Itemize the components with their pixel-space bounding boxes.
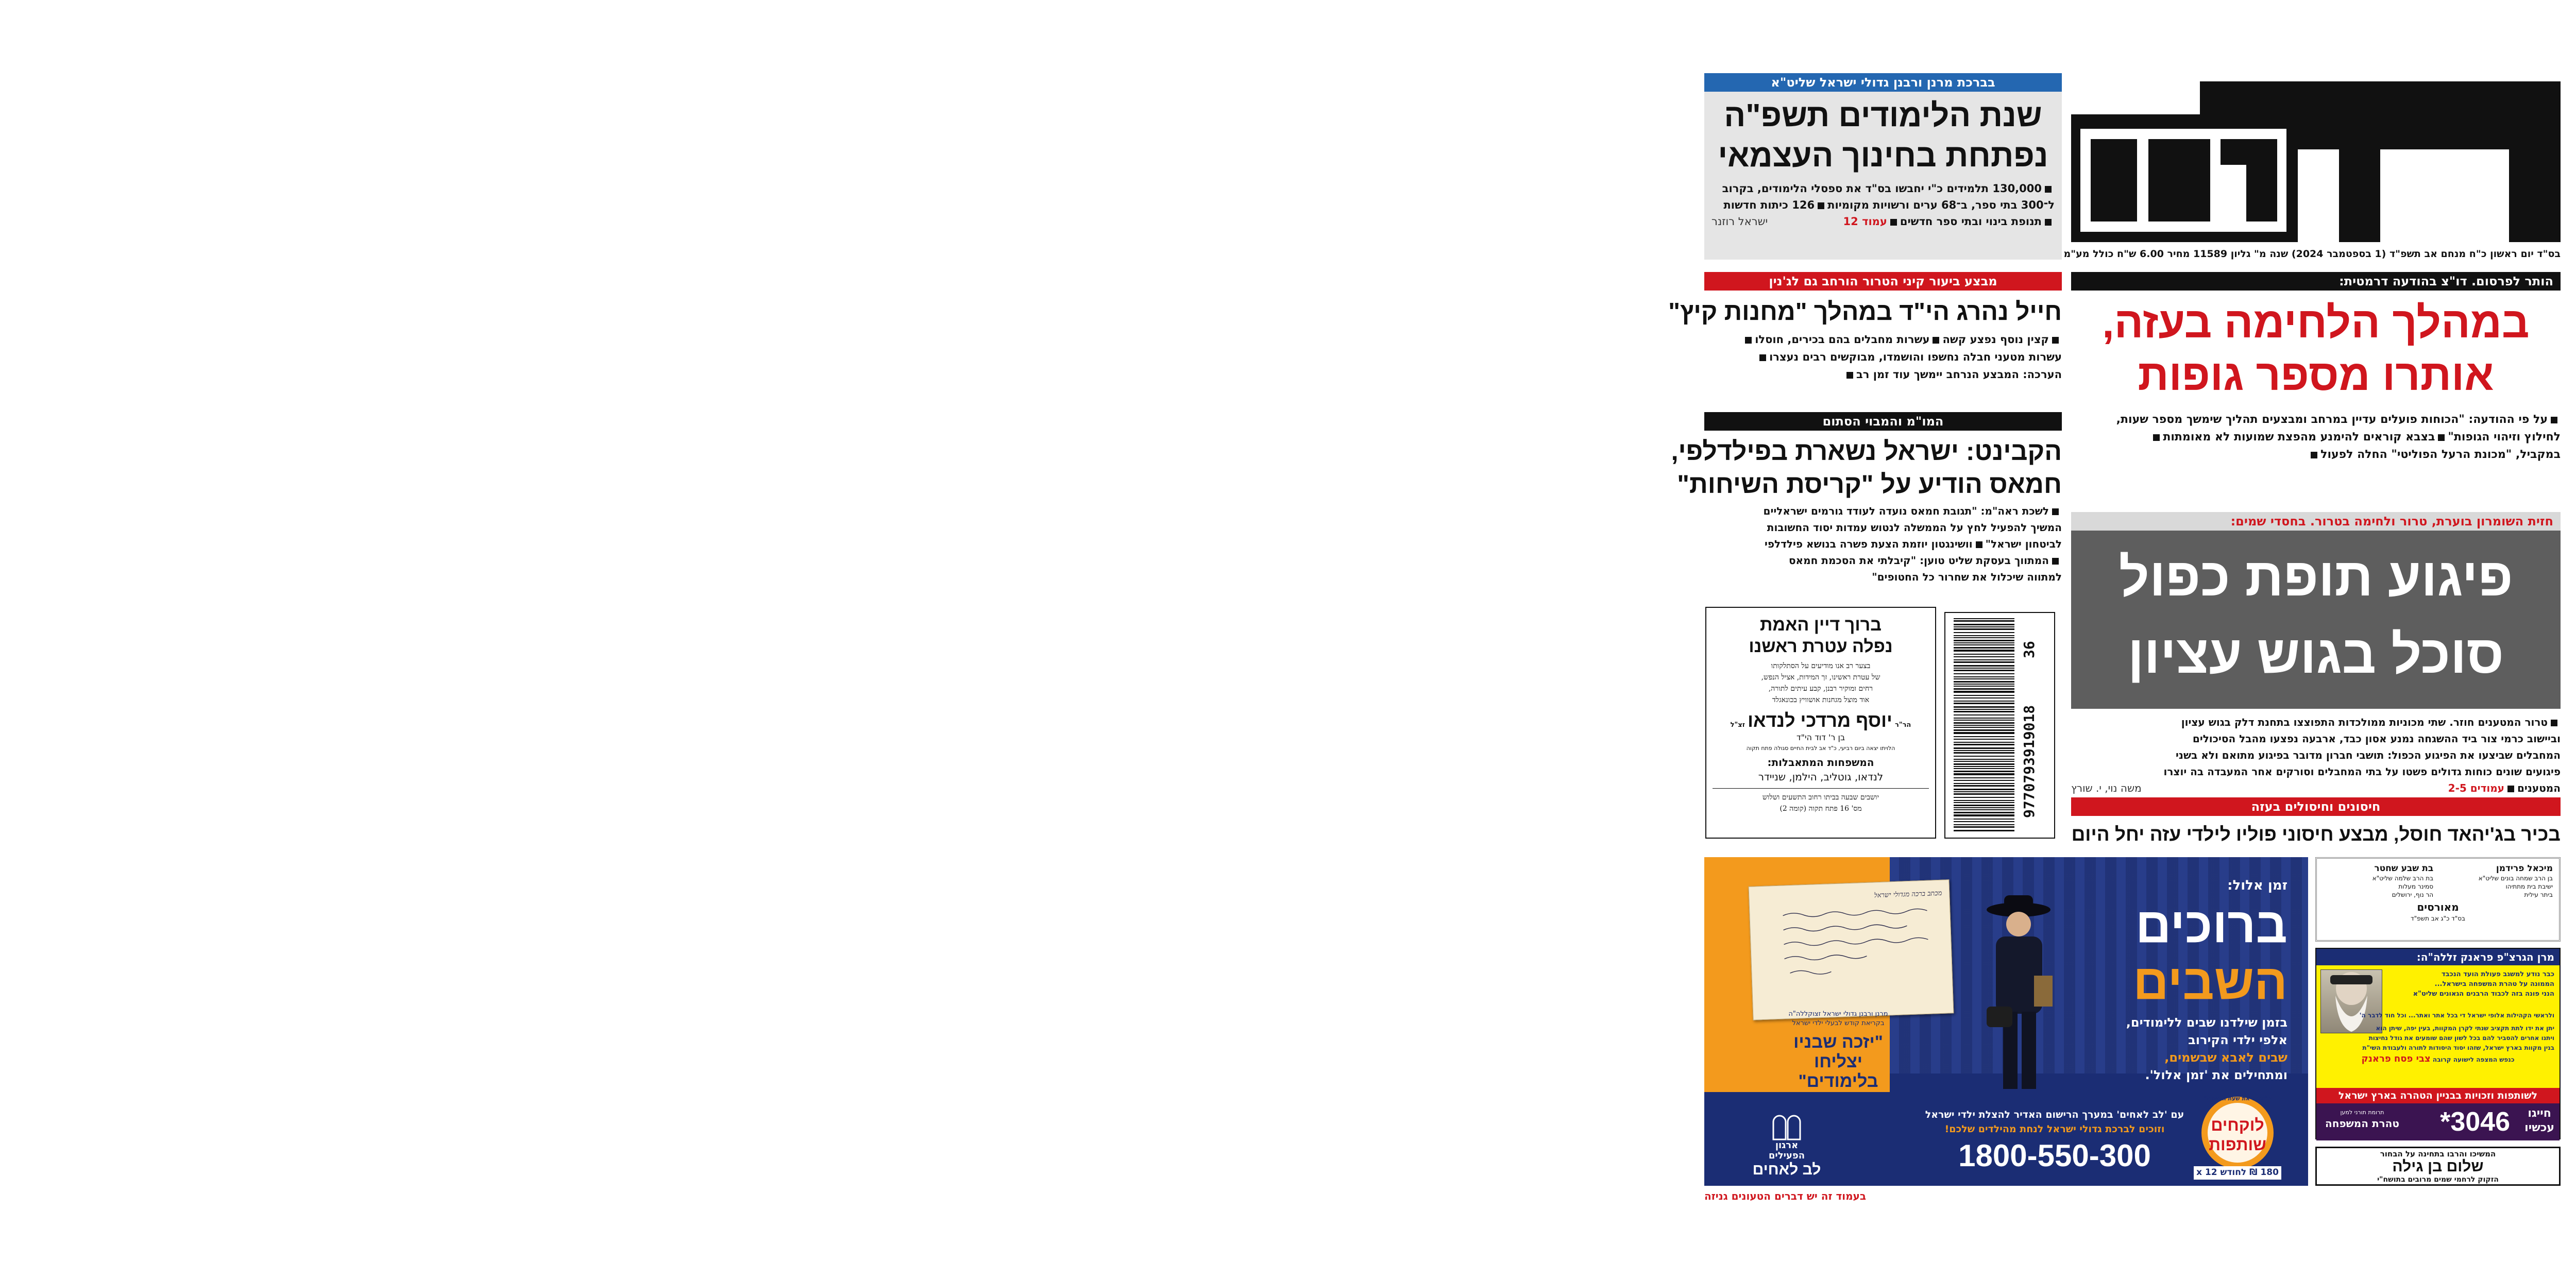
ad-cta: עם 'לב לאחים' במערך הרישום האדיר להצלת ילדי ישראל [1925, 1109, 2184, 1120]
barcode-bar [1954, 656, 2014, 657]
barcode-bar [1954, 632, 2014, 633]
barcode-number: 9770793919018 [2021, 705, 2038, 818]
story-headline: אותרו מספר גופות [2138, 351, 2494, 399]
ad-text: הממונה על טהרת המשפחה בישראל... [2434, 980, 2554, 988]
story-line: המתווך בעסקת שליט טוען: "קיבלתי את הסכמת חמאס [1704, 552, 2062, 569]
barcode-bar [1954, 752, 2014, 754]
barcode-bar [1954, 727, 2014, 728]
story-headline: פיגוע תופת כפול [2119, 548, 2513, 607]
barcode-bar [1954, 780, 2014, 781]
barcode [1944, 612, 2055, 839]
logo-graphic [2071, 72, 2561, 242]
barcode-bar [1954, 661, 2014, 663]
bride-detail: בת הרב שלמה שליט"א [2372, 875, 2434, 882]
story-line: קצין נוסף נפצע קשהעשרות מחבלים בהם בכירים, חוסלו [1704, 331, 2062, 348]
condolence-line: רחים ומוקיר רבנן, קבע עיתים לתורה, [1768, 685, 1873, 693]
barcode-bar [1954, 736, 2014, 737]
story-line: לחילוץ וזיהוי הגופות"בצבא קוראים להימנע מהפצת שמועות לא מאומתות [2071, 429, 2561, 446]
prayer-line: הזקוק לרחמי שמים מרובים בתושח"י [2377, 1175, 2499, 1184]
barcode-bar [1954, 701, 2014, 702]
story-line: למתווה שיכלול את שחרור כל החטופים" [1872, 571, 2062, 583]
org-name: לב לאחים [1752, 1161, 1821, 1178]
letter-text: מכתב ברכה מגדולי ישראל [1874, 889, 1942, 900]
call-label: עכשיו [2524, 1121, 2554, 1134]
barcode-bar [1954, 688, 2014, 690]
story-line: ל־300 בתי ספר, ב־68 ערים ורשויות מקומיות126 כיתות חדשות [1723, 199, 2055, 211]
condolence-line: של עטרת ראשינו, זך המידות, אציל הנפש, [1761, 673, 1880, 681]
story-headline: נפתחת בחינוך העצמאי [1718, 138, 2048, 174]
page-ref: עמודים 2-5 [2448, 782, 2504, 794]
story-headline: במהלך הלחימה בעזה, [2102, 298, 2530, 347]
barcode-bar [1954, 725, 2014, 726]
story-headline: חייל נהרג הי"ד במהלך "מחנות קיץ" [1668, 298, 2062, 326]
story-kicker: חזית השומרון בוערת, טרור ולחימה בטרור. בחסדי שמים: [2071, 512, 2561, 531]
story-line: לביטחון ישראל"וושינגטון יוזמת הצעת פשרה בנושא פילדלפי [1765, 538, 2062, 550]
barcode-bar [1954, 703, 2014, 704]
barcode-bar [1954, 659, 2014, 660]
barcode-bar [1954, 830, 2014, 831]
shiva-line: יושבים שבעה בביתו רחוב התשעים ושלוש [1762, 793, 1879, 802]
story-line: במקביל, "מכונת הרעל הפוליטי" החלה לפעול [2071, 446, 2561, 464]
prayer-notice [2315, 1147, 2561, 1186]
barcode-bar [1954, 691, 2014, 693]
call-label: חייגו [2528, 1107, 2551, 1120]
story-line: תנופת בינוי ובתי ספר חדשיםעמוד 12 ישראל רוזנר [1711, 213, 2055, 230]
barcode-bar [1954, 642, 2014, 643]
org-name: ארגון [1775, 1140, 1799, 1151]
story-headline: בכיר בג'יהאד חוסל, מבצע חיסוני פוליו לילדי עזה יחל היום [2071, 824, 2561, 845]
condolence-funeral: הלויתו יצאה ביום רביעי, כ"ד אב לבית החיים סגולה פתח תקוה [1746, 745, 1895, 752]
story-headline: סוכל בגוש עציון [2128, 625, 2504, 685]
ad-body: אלפי ילדי הקירוב [2188, 1033, 2287, 1047]
story-kicker: הותר לפרסום. דו"צ בהודעה דרמטית: [2071, 272, 2561, 291]
page-ref: עמוד 12 [1843, 215, 1887, 228]
barcode-bar [1954, 678, 2014, 679]
barcode-bar [1954, 729, 2014, 731]
barcode-bar [1954, 640, 2014, 641]
barcode-bar [1954, 800, 2014, 801]
barcode-bar [1954, 681, 2014, 683]
barcode-bar [1954, 742, 2014, 743]
story-kicker: חיסונים וחיסולים בעזה [2071, 797, 2561, 816]
barcode-bar [1954, 761, 2014, 762]
story-line: עשרות מטעני חבלה נחשפו והושמדו, מבוקשים רבים נעצרו [1704, 348, 2062, 366]
main-story [2071, 272, 2561, 499]
barcode-bar [1954, 750, 2014, 751]
boy-figure-image [1962, 893, 2070, 1099]
shiva-line: מס' 16 פתח תקוה (קומה 2) [1780, 805, 1862, 813]
barcode-bar [1954, 720, 2014, 721]
groom-detail: בן הרב שמחה בונים שליט"א [2478, 875, 2553, 882]
story-line: הערכה: המבצע הנרחב יימשך עוד זמן רב [1704, 366, 2062, 383]
story-kicker: מבצע ביעור קיני הטרור הורחב גם לג'נין [1704, 272, 2062, 291]
engagement-date: בס"ד כ"ג אב תשפ"ד [2411, 915, 2465, 922]
handwriting-scribble [1777, 900, 1945, 988]
story-line: לשכת ראה"מ: "תגובת חמאס נועדה לעודד גורמים ישראליים [1704, 503, 2062, 519]
ad-text: ויתנו אחרים להסביר להם בכל לשון שהם שומעים את גודל נחיצות [2368, 1034, 2554, 1042]
ad-caption: בקריאת קודש לבעלי ילדי ישראל [1792, 1019, 1885, 1027]
condolence-title: ברוך דיין האמת [1760, 615, 1882, 635]
barcode-graphic [1944, 612, 2055, 839]
deceased-name: יוסף מרדכי לנדאו [1748, 710, 1892, 731]
barcode-bar [1954, 759, 2014, 760]
ad-headline: ברוכים [2135, 898, 2287, 953]
org-small: תרומת תורני למען [2340, 1109, 2384, 1116]
barcode-bar [1954, 635, 2014, 636]
story-line: המשיך להפעיל לחץ על הממשלה לנטוש עמדות יסוד החשובות [1767, 521, 2062, 534]
ad-phone[interactable]: 1800-550-300 [1958, 1138, 2151, 1173]
barcode-bar [1954, 777, 2014, 778]
headline-box [2071, 531, 2561, 709]
barcode-bar [1954, 673, 2014, 674]
badge-text: שותפות [2209, 1135, 2266, 1154]
ad-season: זמן אלול: [2227, 878, 2287, 893]
barcode-bar [1954, 766, 2014, 767]
barcode-bar [1954, 706, 2014, 708]
barcode-bar [1954, 771, 2014, 772]
bride-detail: הר נוף, ירושלים [2392, 891, 2434, 898]
ad-headline: השבים [2133, 955, 2287, 1010]
barcode-bar [1954, 809, 2014, 810]
barcode-bar [1954, 637, 2014, 638]
ad-text: כבר נודע למשגב פעולת הועד הנכבד [2441, 970, 2554, 978]
families-title: המשפחות המתאבלות: [1767, 756, 1874, 769]
ad-text: הנני פונה בזה לכבוד הרבנים הגאונים שליט"א [2413, 990, 2554, 998]
footer-genizah-note: בעמוד זה יש דברים הטעונים גניזה [1704, 1190, 1867, 1202]
barcode-bar [1954, 628, 2014, 630]
prayer-line: המשיכו והרבו בתחינה על הבחור [2380, 1149, 2496, 1158]
rabbinic-letter [1749, 879, 1954, 1020]
story-line: המטעניםעמודים 2-5 משה נוי, י. שורץ [2071, 780, 2561, 796]
barcode-bar [1954, 812, 2014, 813]
barcode-bar [1954, 624, 2014, 625]
barcode-bar [1954, 695, 2014, 696]
story-headline: הקבינט: ישראל נשארת בפילדלפי, [1671, 437, 2062, 466]
barcode-bar [1954, 814, 2014, 816]
ad-cta: וזוכים לברכת גדולי ישראל לנחת מהילדים שלכם! [1944, 1123, 2165, 1135]
barcode-bar [1954, 819, 2014, 820]
dateline: בס"ד יום ראשון כ"ח מנחם אב תשפ"ד (1 בספטמבר 2024) שנה מ" גליון 11589 מחיר 6.00 ש"ח כולל מע"מ [2063, 248, 2561, 260]
ad-text: יתן את ידו לתת תקציב שנתי לקרן המקוות, בעין יפה, שיתן הוא [2376, 1025, 2554, 1032]
engagement-title: מאורסים [2417, 901, 2459, 913]
name-suffix: זצ"ל [1730, 721, 1745, 729]
groom-detail: ביתר עילית [2524, 891, 2553, 898]
barcode-bar [1954, 747, 2014, 749]
barcode-bar [1954, 718, 2014, 719]
barcode-bar [1954, 805, 2014, 806]
barcode-bar [1954, 714, 2014, 715]
barcode-bar [1954, 756, 2014, 757]
barcode-bar [1954, 821, 2014, 822]
org-name: טהרת המשפחה [2325, 1117, 2399, 1130]
groom-detail: ישיבת בית מתתיהו [2505, 883, 2553, 890]
barcode-bar [1954, 826, 2014, 828]
barcode-bar [1954, 644, 2014, 645]
polio-story [2071, 797, 2561, 854]
barcode-bar [1954, 797, 2014, 798]
condolence-line: בצער רב אנו מודיעים על הסתלקותו [1771, 662, 1871, 670]
barcode-bar [1954, 626, 2014, 627]
barcode-issue: 36 [2021, 641, 2038, 658]
ad-body: ומתחילים את 'זמן אלול'. [2145, 1068, 2287, 1082]
barcode-bar [1954, 791, 2014, 792]
bride-name: בת שבע שחטר [2374, 863, 2434, 874]
lev-leachim-ad [1704, 857, 2308, 1186]
barcode-bar [1954, 732, 2014, 734]
story-line: על פי ההודעה: "הכוחות פועלים עדיין במרחב ומבצעים תהליך שימשך מספר שעות, [2071, 411, 2561, 429]
partnership-badge[interactable] [2183, 1094, 2292, 1182]
barcode-bar [1954, 668, 2014, 669]
ad-caption: מרנן ורבנן גדולי ישראל זצוקללה"ה [1788, 1010, 1888, 1018]
name-prefix: הר"ר [1895, 721, 1911, 729]
story-line: וביישוב כרמי צור ביד ההשגחה נמנע אסון כבד, ארבעה נפצעו מהבל הסיכולים [2192, 732, 2561, 745]
ad-blessing: יצליחו [1814, 1052, 1863, 1071]
barcode-bar [1954, 684, 2014, 685]
ad-text: בנין מקוות בארץ ישראל, שזהו יסוד היסודות לתורה ולעבודת השי"ת [2362, 1044, 2554, 1051]
terror-story [2071, 512, 2561, 794]
barcode-bar [1954, 665, 2014, 667]
ad-body: בזמן שילדנו שבים ללימודים, [2126, 1015, 2287, 1030]
barcode-bar [1954, 744, 2014, 745]
barcode-bar [1954, 773, 2014, 775]
barcode-bar [1954, 722, 2014, 724]
story-kicker: בברכת מרנן ורבנן גדולי ישראל שליט"א [1704, 73, 2062, 92]
condolence-line: אוד מוצל מגחנות אושוויץ בכונאגלד [1772, 696, 1870, 704]
barcode-bar [1954, 793, 2014, 795]
barcode-bar [1954, 768, 2014, 769]
org-name: הפעילים [1768, 1150, 1805, 1161]
condolence-title: נפלה עטרת ראשנו [1749, 637, 1893, 656]
story-kicker: המו"מ והמבוי הסתום [1704, 412, 2062, 431]
ad-blessing: בלימודים" [1798, 1071, 1878, 1091]
soldier-story [1668, 272, 2062, 406]
masthead-logo [2071, 72, 2561, 242]
barcode-bar [1954, 686, 2014, 687]
barcode-bar [1954, 785, 2014, 787]
barcode-bar [1954, 802, 2014, 803]
ad-blessing: "יזכה שבניו [1793, 1032, 1883, 1052]
story-headline: שנת הלימודים תשפ"ה [1724, 98, 2042, 133]
barcode-bar [1954, 647, 2014, 649]
barcode-bar [1954, 763, 2014, 765]
barcode-bar [1954, 789, 2014, 790]
barcode-bar [1954, 783, 2014, 784]
barcode-bar [1954, 670, 2014, 671]
barcode-bar [1954, 807, 2014, 808]
badge-price: 180 ₪ לחודש x 12 [2196, 1167, 2279, 1178]
taharah-ad [2315, 948, 2561, 1139]
story-line: טרור המטענים חוזר. שתי מכוניות ממולכדות התפוצצו בתחנת דלק בגוש עציון [2071, 714, 2561, 730]
barcode-bar [1954, 654, 2014, 655]
condolence-notice [1705, 607, 1936, 839]
barcode-bar [1954, 709, 2014, 710]
signature: צבי פסח פראנק [2361, 1053, 2431, 1064]
byline: ישראל רוזנר [1711, 215, 1768, 228]
bride-detail: סמינר מעלות [2398, 883, 2434, 890]
barcode-bar [1954, 618, 2014, 619]
badge-text: לוקחים [2211, 1116, 2264, 1134]
lev-leachim-logo [1735, 1115, 1838, 1182]
families: לנדאו, גוטליב, הילמן, שניידר [1758, 771, 1884, 783]
groom-name: מיכאל פרידמן [2496, 863, 2553, 874]
condolence-father: בן ר' דוד הי"ד [1796, 732, 1845, 742]
story-line: 130,000 תלמידים כ"י יחבשו בס"ד את ספסלי הלימודים, בקרוב [1711, 180, 2055, 197]
partnership-bar: לשותפות וזכויות בבניין הטהרה בארץ ישראל [2316, 1088, 2560, 1103]
barcode-bar [1954, 650, 2014, 652]
prayer-name: שלום בן גילה [2392, 1158, 2484, 1175]
ad-body: שבים לאבא שבשמים, [2164, 1050, 2287, 1065]
call-panel[interactable] [2316, 1103, 2560, 1140]
cabinet-story [1671, 412, 2062, 598]
ad-text: ולראשי הקהילות אלופי ישראל די בכל אתר ואתר... וכל חוד לדבר ה' [2359, 1012, 2554, 1019]
story-headline: חמאס הודיע על "קריסת השיחות" [1677, 470, 2062, 499]
story-line: המחבלים שביצעו את הפיגוע הכפול: תושבי חברון מדובר בפיגוע מתואם ולא בשני [2176, 749, 2561, 761]
tablets-icon [1771, 1115, 1802, 1140]
barcode-bar [1954, 824, 2014, 825]
story-line: פיגועים שונים כוחות גדולים פשטו על בתי המחבלים וסורקים אחר המעבדה בה יוצרו [2163, 765, 2561, 778]
engagement-notice [2315, 857, 2561, 942]
barcode-bar [1954, 620, 2014, 622]
barcode-bar [1954, 739, 2014, 740]
barcode-bar [1954, 697, 2014, 698]
top-left-story [1704, 73, 2062, 260]
byline: משה נוי, י. שורץ [2071, 782, 2142, 794]
call-number[interactable]: *3046 [2440, 1107, 2510, 1137]
badge-arc-text: ב"אלול את שעת הרישום" [2204, 1095, 2272, 1102]
barcode-bar [1954, 676, 2014, 677]
ad-header: מרן הגרצ"פ פראנק זללה"ה: [2316, 949, 2560, 965]
barcode-bar [1954, 711, 2014, 712]
signature-pre: כנפש המצפה לישועה קרובה [2432, 1056, 2515, 1063]
